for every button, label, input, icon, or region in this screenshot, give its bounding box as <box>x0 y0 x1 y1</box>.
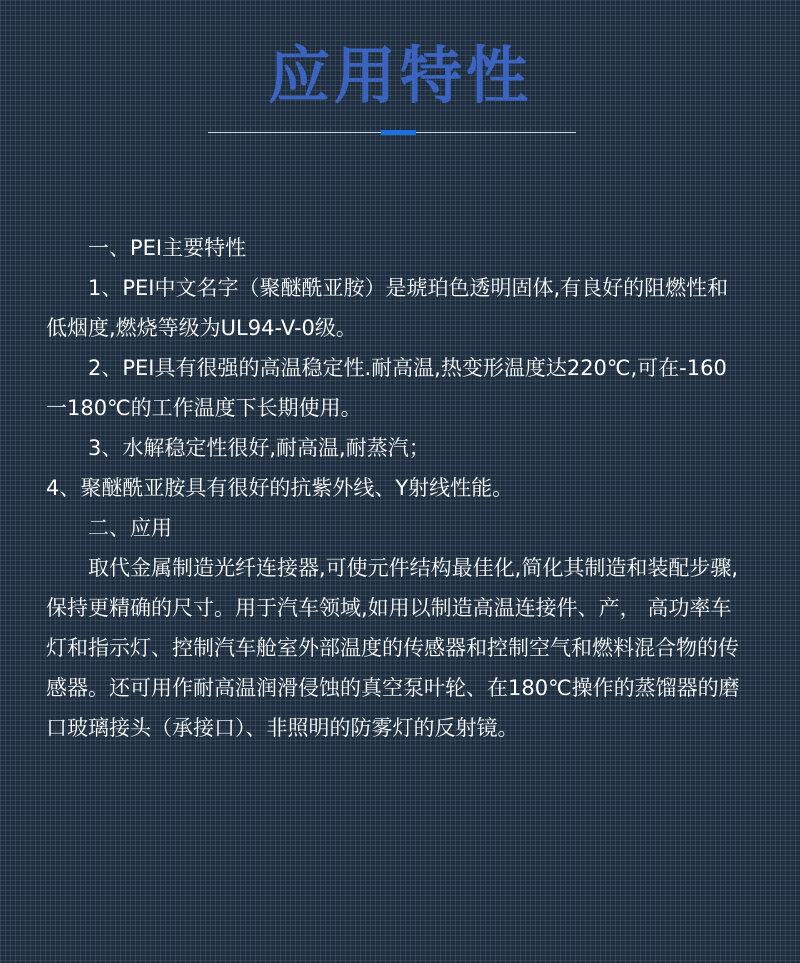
content-body <box>46 228 746 748</box>
applications-paragraph: 取代金属制造光纤连接器,可使元件结构最佳化,简化其制造和装配步骤,保持更精确的尺寸。用于汽车领域,如用以制造高温连接件、产， 高功率车灯和指示灯、控制汽车舱室外部温度的传感器和控制空气和燃料混合物的传感器。还可用作耐高温润滑侵蚀的真空泵叶轮、在180℃操作的蒸馏器的磨口玻璃接头（承接口）、非照明的防雾灯的反射镜。 <box>46 556 740 740</box>
section-heading-features: 一、PEI主要特性 <box>88 236 247 260</box>
page-title: 应用特性 <box>267 39 532 112</box>
section-heading-applications: 二、应用 <box>88 516 172 540</box>
feature-item-4: 4、聚醚酰亚胺具有很好的抗紫外线、Y射线性能。 <box>46 476 514 500</box>
feature-item-3: 3、水解稳定性很好,耐高温,耐蒸汽； <box>88 436 430 460</box>
title-accent-bar <box>381 130 416 135</box>
feature-item-2: 2、PEI具有很强的高温稳定性.耐高温,热变形温度达220℃,可在-160一180℃的工作温度下长期使用。 <box>46 356 727 420</box>
feature-item-1: 1、PEI中文名字（聚醚酰亚胺）是琥珀色透明固体,有良好的阻燃性和低烟度,燃烧等级为UL94-V-0级。 <box>46 276 729 340</box>
